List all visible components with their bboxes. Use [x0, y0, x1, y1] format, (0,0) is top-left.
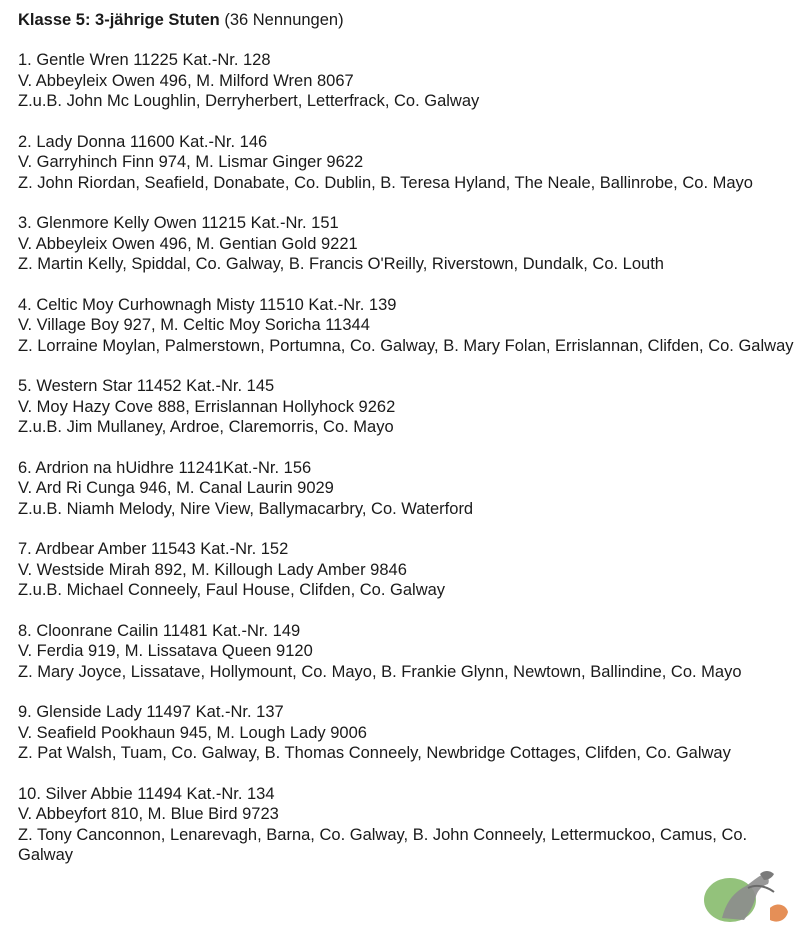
- entry-breeder: Z. Lorraine Moylan, Palmerstown, Portumna, Co. Galway, B. Mary Folan, Errislannan, Clifden, Co. Galway: [18, 336, 794, 355]
- entry-title: 8. Cloonrane Cailin 11481 Kat.-Nr. 149: [18, 621, 301, 640]
- entry-pedigree: V. Abbeyleix Owen 496, M. Milford Wren 8067: [18, 71, 354, 90]
- entry-pedigree: V. Ferdia 919, M. Lissatava Queen 9120: [18, 642, 313, 660]
- entry-breeder: Z. John Riordan, Seafield, Donabate, Co. Dublin, B. Teresa Hyland, The Neale, Ballinrobe, Co. Mayo: [18, 173, 753, 192]
- entry-title: 4. Celtic Moy Curhownagh Misty 11510 Kat.-Nr. 139: [18, 295, 397, 314]
- entry-5: [18, 376, 794, 438]
- entry-pedigree: V. Abbeyfort 810, M. Blue Bird 9723: [18, 805, 279, 823]
- entry-breeder: Z. Martin Kelly, Spiddal, Co. Galway, B. Francis O'Reilly, Riverstown, Dundalk, Co. Louth: [18, 255, 664, 273]
- entry-6: [18, 458, 794, 520]
- entry-breeder: Z.u.B. Michael Conneely, Faul House, Clifden, Co. Galway: [18, 581, 446, 599]
- entry-title: 1. Gentle Wren 11225 Kat.-Nr. 128: [18, 51, 271, 69]
- entry-title: 2. Lady Donna 11600 Kat.-Nr. 146: [18, 132, 268, 151]
- class-heading-count: (36 Nennungen): [219, 11, 344, 29]
- entry-pedigree: V. Abbeyleix Owen 496, M. Gentian Gold 9221: [18, 234, 358, 253]
- entry-breeder: Z.u.B. Jim Mullaney, Ardroe, Claremorris, Co. Mayo: [18, 418, 394, 436]
- class-heading-title: Klasse 5: 3-jährige Stuten: [18, 11, 220, 29]
- entry-pedigree: V. Westside Mirah 892, M. Killough Lady Amber 9846: [18, 560, 407, 579]
- entry-title: 3. Glenmore Kelly Owen 11215 Kat.-Nr. 151: [18, 214, 339, 232]
- entry-8: [18, 621, 794, 683]
- entry-pedigree: V. Garryhinch Finn 974, M. Lismar Ginger 9622: [18, 153, 364, 171]
- entry-title: 7. Ardbear Amber 11543 Kat.-Nr. 152: [18, 540, 289, 558]
- entry-title: 6. Ardrion na hUidhre 11241Kat.-Nr. 156: [18, 458, 312, 477]
- entry-title: 10. Silver Abbie 11494 Kat.-Nr. 134: [18, 784, 275, 803]
- entry-1: [18, 50, 794, 112]
- entry-4: [18, 295, 794, 357]
- document-page: [18, 10, 794, 886]
- entry-pedigree: V. Seafield Pookhaun 945, M. Lough Lady 9006: [18, 723, 367, 742]
- entry-breeder: Z.u.B. John Mc Loughlin, Derryherbert, Letterfrack, Co. Galway: [18, 92, 480, 110]
- entry-7: [18, 539, 794, 601]
- entry-breeder: Z. Tony Canconnon, Lenarevagh, Barna, Co. Galway, B. John Conneely, Lettermuckoo, Camus, Co. Galway: [18, 825, 748, 864]
- entry-breeder: Z.u.B. Niamh Melody, Nire View, Ballymacarbry, Co. Waterford: [18, 499, 474, 518]
- entry-2: [18, 132, 794, 194]
- entry-3: [18, 213, 794, 275]
- entry-title: 5. Western Star 11452 Kat.-Nr. 145: [18, 377, 275, 395]
- entry-pedigree: V. Village Boy 927, M. Celtic Moy Soricha 11344: [18, 316, 370, 334]
- class-heading: [18, 10, 794, 30]
- horse-logo-icon: [700, 862, 790, 932]
- entry-9: [18, 702, 794, 764]
- entry-10: [18, 784, 794, 866]
- entry-pedigree: V. Moy Hazy Cove 888, Errislannan Hollyhock 9262: [18, 397, 396, 416]
- entry-breeder: Z. Pat Walsh, Tuam, Co. Galway, B. Thomas Conneely, Newbridge Cottages, Clifden, Co. Galway: [18, 744, 731, 762]
- entry-title: 9. Glenside Lady 11497 Kat.-Nr. 137: [18, 703, 284, 721]
- entry-breeder: Z. Mary Joyce, Lissatave, Hollymount, Co. Mayo, B. Frankie Glynn, Newtown, Ballindine, Co. Mayo: [18, 662, 742, 681]
- entry-pedigree: V. Ard Ri Cunga 946, M. Canal Laurin 9029: [18, 479, 334, 497]
